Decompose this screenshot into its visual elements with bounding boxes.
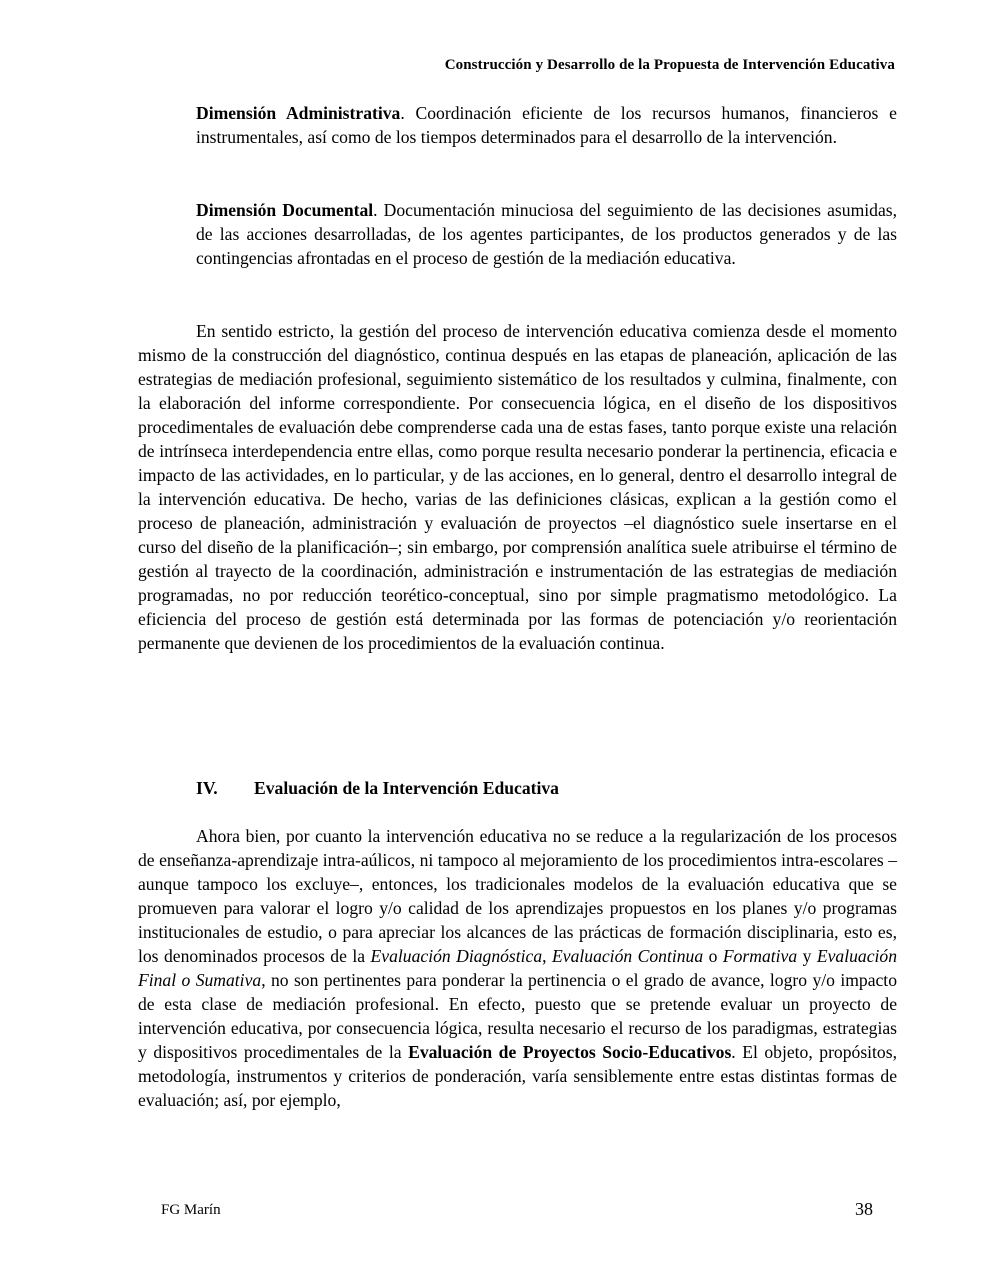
body-paragraph-evaluacion (138, 824, 897, 1112)
paragraph-text: . El objeto, propósitos, metodología, instrumentos y criterios de ponderación, varía sensiblemente entre estas distintas formas de evaluación; así, por ejemplo, (138, 1042, 897, 1110)
dimension-administrativa-text: . Coordinación eficiente de los recursos humanos, financieros e instrumentales, así como de los tiempos determinados para el desarrollo de la intervención. (196, 103, 897, 147)
body-paragraph-gestion: En sentido estricto, la gestión del proceso de intervención educativa comienza desde el momento mismo de la construcción del diagnóstico, continua después en las etapas de planeación, aplicación de las estrategias de mediación profesional, seguimiento sistemático de los resultados y culmina, finalmente, con la elaboración del informe correspondiente. Por consecuencia lógica, en el diseño de los dispositivos procedimentales de evaluación debe comprenderse cada una de estas fases, tanto porque existe una relación de intrínseca interdependencia entre ellas, como porque resulta necesario ponderar la pertinencia, eficacia e impacto de las actividades, en lo particular, y de las acciones, en lo general, dentro el desarrollo integral de la intervención educativa. De hecho, varias de las definiciones clásicas, explican a la gestión como el proceso de planeación, administración y evaluación de proyectos –el diagnóstico suele insertarse en el curso del diseño de la planificación–; sin embargo, por comprensión analítica suele atribuirse el término de gestión al trayecto de la coordinación, administración e instrumentación de las estrategias de mediación programadas, no por reducción teorético-conceptual, sino por simple pragmatismo metodológico. La eficiencia del proceso de gestión está determinada por las formas de potenciación y/o reorientación permanente que devienen de los procedimientos de la evaluación continua. (138, 321, 897, 653)
emphasis-evaluacion-proyectos: Evaluación de Proyectos Socio-Educativos (408, 1042, 732, 1062)
paragraph-text: Ahora bien, por cuanto la intervención educativa no se reduce a la regularización de los procesos de enseñanza-aprendizaje intra-aúlicos, ni tampoco al mejoramiento de los procedimientos intra-escolares –aunque tampoco los excluye–, entonces, los tradicionales modelos de la evaluación educativa que se promueven para valorar el logro y/o calidad de los aprendizajes propuestos en los planes y/o programas institucionales de estudio, o para apreciar los alcances de las prácticas de formación disciplinaria, esto es, los denominados procesos de la (138, 826, 897, 966)
dimension-documental-paragraph (196, 198, 897, 270)
dimension-administrativa-term: Dimensión Administrativa (196, 103, 401, 123)
paragraph-text: , (542, 946, 553, 966)
section-heading (196, 776, 559, 800)
emphasis-evaluacion-diagnostica: Evaluación Diagnóstica (370, 946, 543, 966)
footer-author: FG Marín (161, 1202, 221, 1218)
dimension-documental-term: Dimensión Documental (196, 200, 374, 220)
dimension-administrativa-paragraph (196, 101, 897, 149)
section-number: IV. (196, 778, 218, 798)
running-header: Construcción y Desarrollo de la Propuesta de Intervención Educativa (444, 57, 895, 73)
paragraph-text: , no son pertinentes para ponderar la pertinencia o el grado de avance, logro y/o impacto de esta clase de mediación profesional. En efecto, puesto que se pretende evaluar un proyecto de intervención educativa, por consecuencia lógica, resulta necesario el recurso de los paradigmas, estrategias y dispositivos procedimentales de la (138, 970, 897, 1062)
emphasis-formativa: Formativa (722, 946, 798, 966)
emphasis-evaluacion-final: Evaluación Final o Sumativa (138, 946, 898, 990)
emphasis-evaluacion-continua: Evaluación Continua (552, 946, 704, 966)
paragraph-text: y (797, 946, 817, 966)
dimension-documental-text: . Documentación minuciosa del seguimiento de las decisiones asumidas, de las acciones desarrolladas, de los agentes participantes, de los productos generados y de las contingencias afrontadas en el proceso de gestión de la mediación educativa. (196, 200, 897, 268)
paragraph-text: o (703, 946, 723, 966)
page-number: 38 (855, 1199, 873, 1219)
section-title: Evaluación de la Intervención Educativa (254, 778, 559, 798)
